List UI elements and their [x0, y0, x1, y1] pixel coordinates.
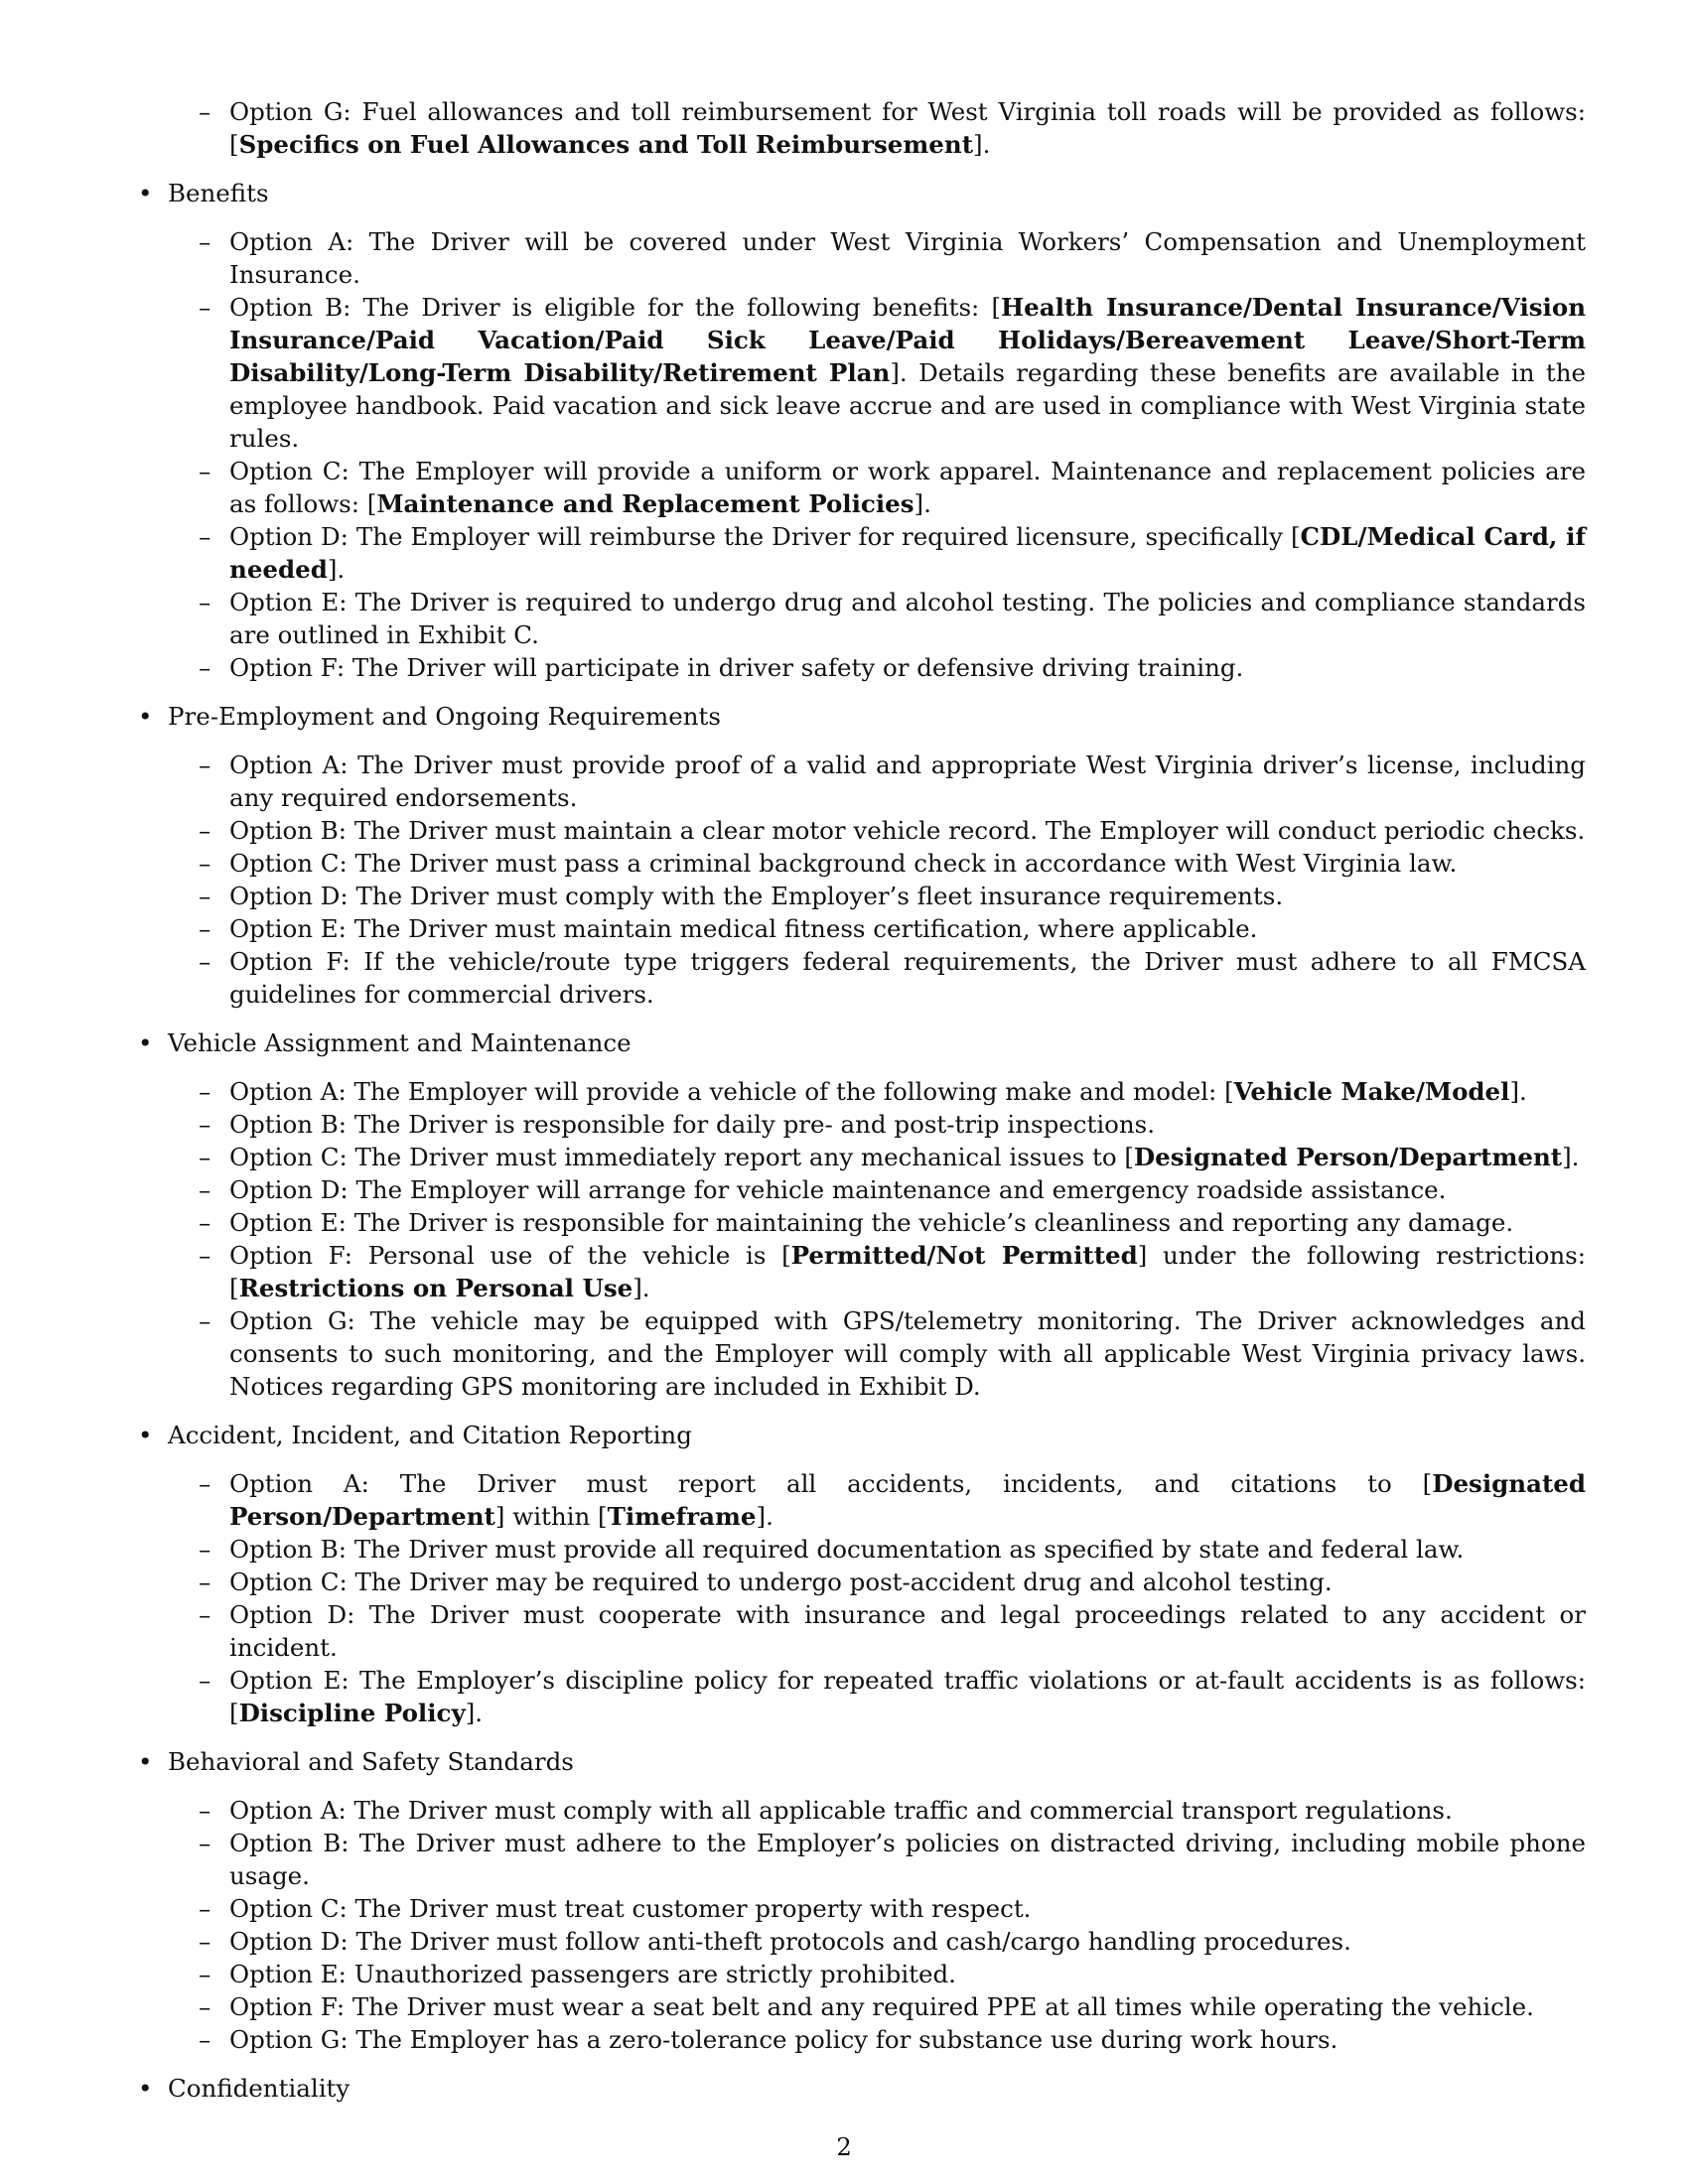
dash-marker: – [199, 1600, 211, 1629]
section-accident-incident-and-citation-reporting [136, 1419, 1586, 1729]
placeholder-field: Health Insurance/Dental Insurance/Vision Insurance/Paid Vacation/Paid Sick Leave/Paid Holidays/Bereavement Leave/Short-Term Disability/Long-Term Disability/Retirement Plan [229, 293, 1587, 387]
option-text: Option E: The Driver is required to undergo drug and alcohol testing. The policies and compliance standards are outlined in Exhibit C. [229, 588, 1586, 649]
dash-marker: – [199, 882, 211, 910]
section-title-text: Confidentiality [168, 2074, 351, 2103]
option-text: Option C: The Employer will provide a uniform or work apparel. Maintenance and replacement policies are as follows: [ [229, 457, 1586, 518]
page-number: 2 [836, 2132, 852, 2161]
section-list [136, 177, 1586, 2105]
option-item [199, 912, 1586, 945]
section-confidentiality [136, 2072, 1586, 2105]
dash-marker: – [199, 1894, 211, 1923]
option-list [168, 1075, 1586, 1403]
option-item [199, 814, 1586, 847]
dash-marker: – [199, 588, 211, 616]
dash-marker: – [199, 2025, 211, 2054]
section-title-text: Vehicle Assignment and Maintenance [168, 1028, 632, 1057]
bullet-marker: • [138, 1421, 153, 1449]
option-item [199, 95, 1586, 161]
dash-marker: – [199, 653, 211, 682]
section-behavioral-and-safety-standards [136, 1745, 1586, 2056]
option-item [199, 1566, 1586, 1598]
section-title-text: Pre-Employment and Ongoing Requirements [168, 702, 721, 731]
option-text: ]. [327, 555, 346, 584]
dash-marker: – [199, 1666, 211, 1695]
option-item [199, 1173, 1586, 1206]
option-item [199, 1990, 1586, 2023]
section-benefits [136, 177, 1586, 684]
placeholder-field: Timeframe [607, 1502, 757, 1531]
option-item [199, 1892, 1586, 1925]
option-text: Option D: The Driver must follow anti-theft protocols and cash/cargo handling procedures. [229, 1927, 1351, 1956]
dash-marker: – [199, 1568, 211, 1596]
dash-marker: – [199, 1110, 211, 1139]
option-list [168, 749, 1586, 1011]
placeholder-field: Designated Person/Department [1133, 1143, 1563, 1171]
placeholder-field: Specifics on Fuel Allowances and Toll Reimbursement [238, 130, 974, 159]
option-item [199, 1206, 1586, 1239]
bullet-marker: • [138, 2074, 153, 2103]
section-title-text: Accident, Incident, and Citation Reporting [168, 1421, 692, 1449]
option-text: Option B: The Driver must provide all required documentation as specified by state and federal law. [229, 1535, 1465, 1564]
option-item [199, 651, 1586, 684]
option-list [168, 95, 1586, 161]
placeholder-field: Restrictions on Personal Use [238, 1274, 633, 1302]
option-item [199, 586, 1586, 651]
option-text: Option G: Fuel allowances and toll reimbursement for West Virginia toll roads will be provided as follows: [ [229, 97, 1586, 159]
option-item [199, 749, 1586, 814]
dash-marker: – [199, 751, 211, 779]
option-text: Option E: The Driver is responsible for maintaining the vehicle’s cleanliness and reporting any damage. [229, 1208, 1514, 1237]
option-item [199, 1239, 1587, 1304]
option-text: Option C: The Driver must treat customer property with respect. [229, 1894, 1032, 1923]
placeholder-field: Discipline Policy [238, 1699, 466, 1727]
option-text: Option G: The vehicle may be equipped with GPS/telemetry monitoring. The Driver acknowledges and consents to such monitoring, and the Employer will comply with all applicable West Virginia privacy laws. Notices regarding GPS monitoring are included in Exhibit D. [229, 1306, 1586, 1401]
section-pre-employment-and-ongoing-requirements [136, 700, 1586, 1011]
option-item [199, 945, 1586, 1011]
option-item [199, 291, 1587, 455]
section-title-text: Behavioral and Safety Standards [168, 1747, 574, 1776]
option-item [199, 2023, 1586, 2056]
dash-marker: – [199, 293, 211, 322]
section-title [138, 1419, 1586, 1451]
option-text: Option A: The Driver must report all accidents, incidents, and citations to [ [229, 1469, 1433, 1498]
section-title [138, 1026, 1586, 1059]
option-item [199, 1827, 1586, 1892]
option-item [199, 1794, 1586, 1827]
option-item [199, 455, 1586, 520]
dash-marker: – [199, 914, 211, 943]
section-title-text: Benefits [168, 179, 269, 207]
placeholder-field: Vehicle Make/Model [1233, 1077, 1510, 1106]
option-list [168, 225, 1586, 684]
option-text: Option F: Personal use of the vehicle is [ [229, 1241, 791, 1270]
option-text: Option A: The Driver must provide proof of a valid and appropriate West Virginia driver’s license, including any required endorsements. [229, 751, 1586, 812]
dash-marker: – [199, 1829, 211, 1857]
option-text: ] under the following restrictions: [ [229, 1241, 1587, 1302]
option-text: Option B: The Driver is eligible for the following benefits: [ [229, 293, 1002, 322]
option-text: ]. [633, 1274, 650, 1302]
option-text: Option B: The Driver is responsible for daily pre- and post-trip inspections. [229, 1110, 1156, 1139]
dash-marker: – [199, 522, 211, 551]
option-text: Option G: The Employer has a zero-tolerance policy for substance use during work hours. [229, 2025, 1338, 2054]
option-item [199, 1958, 1586, 1990]
option-text: Option E: The Employer’s discipline policy for repeated traffic violations or at-fault accidents is as follows: [ [229, 1666, 1586, 1727]
placeholder-field: Maintenance and Replacement Policies [376, 489, 914, 518]
option-item [199, 1533, 1586, 1566]
dash-marker: – [199, 1208, 211, 1237]
option-text: ]. [1562, 1143, 1580, 1171]
option-text: ]. [914, 489, 931, 518]
option-text: Option B: The Driver must maintain a clear motor vehicle record. The Employer will conduct periodic checks. [229, 816, 1586, 845]
section-title [138, 700, 1586, 733]
option-item [199, 1925, 1586, 1958]
dash-marker: – [199, 1992, 211, 2021]
option-text: Option C: The Driver must pass a criminal background check in accordance with West Virginia law. [229, 849, 1458, 878]
bullet-marker: • [138, 1028, 153, 1057]
option-list [168, 1794, 1586, 2056]
option-item [199, 1075, 1586, 1108]
placeholder-field: Permitted/Not Permitted [790, 1241, 1138, 1270]
option-text: Option D: The Driver must cooperate with insurance and legal proceedings related to any accident or incident. [229, 1600, 1586, 1662]
option-text: Option A: The Driver will be covered under West Virginia Workers’ Compensation and Unemployment Insurance. [229, 227, 1586, 289]
option-item [199, 880, 1586, 912]
option-text: Option D: The Employer will reimburse the Driver for required licensure, specifically [ [229, 522, 1301, 551]
option-text: Option A: The Driver must comply with all applicable traffic and commercial transport regulations. [229, 1796, 1453, 1825]
option-item [199, 225, 1586, 291]
option-text: Option A: The Employer will provide a vehicle of the following make and model: [ [229, 1077, 1234, 1106]
option-item [199, 1304, 1586, 1403]
section-title [138, 177, 1586, 209]
section-title [138, 1745, 1586, 1778]
dash-marker: – [199, 816, 211, 845]
dash-marker: – [199, 849, 211, 878]
option-item [199, 847, 1586, 880]
continued-options [136, 95, 1586, 161]
option-text: Option F: The Driver must wear a seat belt and any required PPE at all times while operating the vehicle. [229, 1992, 1534, 2021]
option-text: ]. [756, 1502, 774, 1531]
option-text: ]. [1509, 1077, 1527, 1106]
option-text: Option D: The Employer will arrange for vehicle maintenance and emergency roadside assistance. [229, 1175, 1447, 1204]
dash-marker: – [199, 1077, 211, 1106]
dash-marker: – [199, 1175, 211, 1204]
dash-marker: – [199, 227, 211, 256]
option-text: Option B: The Driver must adhere to the Employer’s policies on distracted driving, including mobile phone usage. [229, 1829, 1586, 1890]
option-text: Option F: If the vehicle/route type triggers federal requirements, the Driver must adhere to all FMCSA guidelines for commercial drivers. [229, 947, 1586, 1009]
dash-marker: – [199, 1306, 211, 1335]
option-text: Option E: The Driver must maintain medical fitness certification, where applicable. [229, 914, 1258, 943]
dash-marker: – [199, 97, 211, 126]
dash-marker: – [199, 1143, 211, 1171]
section-title [138, 2072, 1586, 2105]
option-text: Option C: The Driver may be required to undergo post-accident drug and alcohol testing. [229, 1568, 1333, 1596]
dash-marker: – [199, 1960, 211, 1988]
dash-marker: – [199, 1469, 211, 1498]
option-text: Option D: The Driver must comply with the Employer’s fleet insurance requirements. [229, 882, 1284, 910]
option-item [199, 1467, 1586, 1533]
option-text: ] within [ [494, 1502, 608, 1531]
dash-marker: – [199, 1796, 211, 1825]
option-text: ]. [973, 130, 991, 159]
option-item [199, 1108, 1586, 1141]
bullet-marker: • [138, 1747, 153, 1776]
option-text: ]. [465, 1699, 484, 1727]
dash-marker: – [199, 947, 211, 976]
option-text: Option E: Unauthorized passengers are strictly prohibited. [229, 1960, 956, 1988]
option-item [199, 1664, 1586, 1729]
option-item [199, 1598, 1586, 1664]
option-text: Option C: The Driver must immediately report any mechanical issues to [ [229, 1143, 1134, 1171]
document-body [136, 95, 1586, 2120]
placeholder-field: CDL/Medical Card, if needed [229, 522, 1587, 584]
section-vehicle-assignment-and-maintenance [136, 1026, 1586, 1403]
bullet-marker: • [138, 179, 153, 207]
bullet-marker: • [138, 702, 153, 731]
dash-marker: – [199, 1535, 211, 1564]
option-text: ]. Details regarding these benefits are available in the employee handbook. Paid vacation and sick leave accrue and are used in compliance with West Virginia state rules. [229, 358, 1586, 453]
option-item [199, 1141, 1586, 1173]
option-item [199, 520, 1587, 586]
dash-marker: – [199, 1927, 211, 1956]
dash-marker: – [199, 1241, 211, 1270]
dash-marker: – [199, 457, 211, 485]
option-list [168, 1467, 1586, 1729]
placeholder-field: Designated Person/Department [229, 1469, 1586, 1531]
option-text: Option F: The Driver will participate in driver safety or defensive driving training. [229, 653, 1244, 682]
